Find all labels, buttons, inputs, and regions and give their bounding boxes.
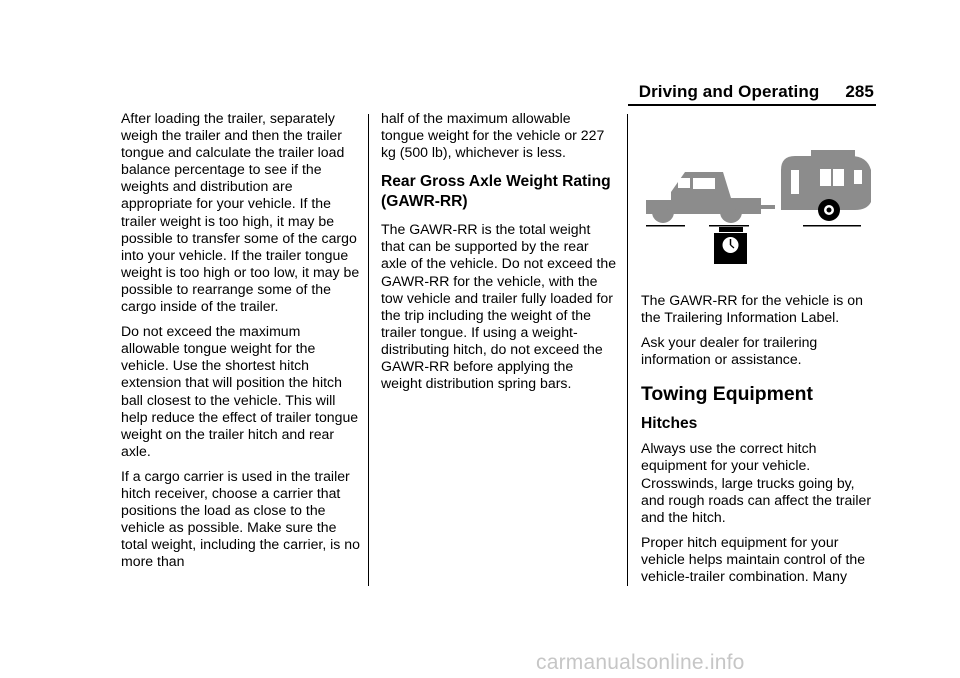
paragraph-gawr-rr: The GAWR-RR is the total weight that can be supported by the rear axle of the vehicle. Do not exceed the GAWR-RR for the vehicle, with the tow vehicle and trailer fully loaded for the trip including the weight of the trailer tongue. If using a weight-distributing hitch, do not exceed the GAWR-RR before applying the weight distribution spring bars. <box>381 221 617 392</box>
header-rule <box>628 104 876 106</box>
column-3 <box>641 110 877 593</box>
paragraph-tongue-weight: Do not exceed the maximum allowable tongue weight for the vehicle. Use the shortest hitch extension that will position the hitch ball closest to the vehicle. This will help reduce the effect of trailer tongue weight on the trailer hitch and rear axle. <box>121 323 359 459</box>
paragraph-trailer-loading: After loading the trailer, separately weigh the trailer and then the trailer tongue and calculate the trailer load balance percentage to see if the weights and distribution are appropriate for your vehicle. If the trailer weight is too high, it may be possible to transfer some of the cargo into your vehicle. If the trailer tongue weight is too high or too low, it may be possible to rearrange some of the cargo inside of the trailer. <box>121 110 360 315</box>
watermark-text: carmanualsonline.info <box>536 651 745 674</box>
paragraph-ask-dealer: Ask your dealer for trailering information or assistance. <box>641 334 818 368</box>
heading-gawr-rr: Rear Gross Axle Weight Rating (GAWR-RR) <box>381 173 611 211</box>
column-divider-right <box>627 114 628 586</box>
column-2 <box>381 110 617 400</box>
page-number: 285 <box>845 82 874 101</box>
paragraph-label-location: The GAWR-RR for the vehicle is on the Trailering Information Label. <box>641 292 863 326</box>
paragraph-correct-hitch: Always use the correct hitch equipment for your vehicle. Crosswinds, large trucks going by, and rough roads can affect the trailer and the hitch. <box>641 440 872 525</box>
paragraph-continued: half of the maximum allowable tongue weight for the vehicle or 227 kg (500 lb), whichever is less. <box>381 110 605 161</box>
column-divider-left <box>368 114 369 586</box>
paragraph-proper-hitch: Proper hitch equipment for your vehicle helps maintain control of the vehicle-trailer combination. Many <box>641 533 866 585</box>
page-header <box>639 82 874 102</box>
section-title: Driving and Operating <box>638 82 820 101</box>
heading-towing-equipment: Towing Equipment <box>641 383 813 406</box>
heading-hitches: Hitches <box>641 415 698 433</box>
column-1 <box>121 110 361 578</box>
truck-trailer-scale-icon <box>641 110 877 290</box>
paragraph-cargo-carrier: If a cargo carrier is used in the trailer hitch receiver, choose a carrier that positions the load as close to the vehicle as possible. Make sure the total weight, including the carrier, is no more than <box>121 467 360 570</box>
